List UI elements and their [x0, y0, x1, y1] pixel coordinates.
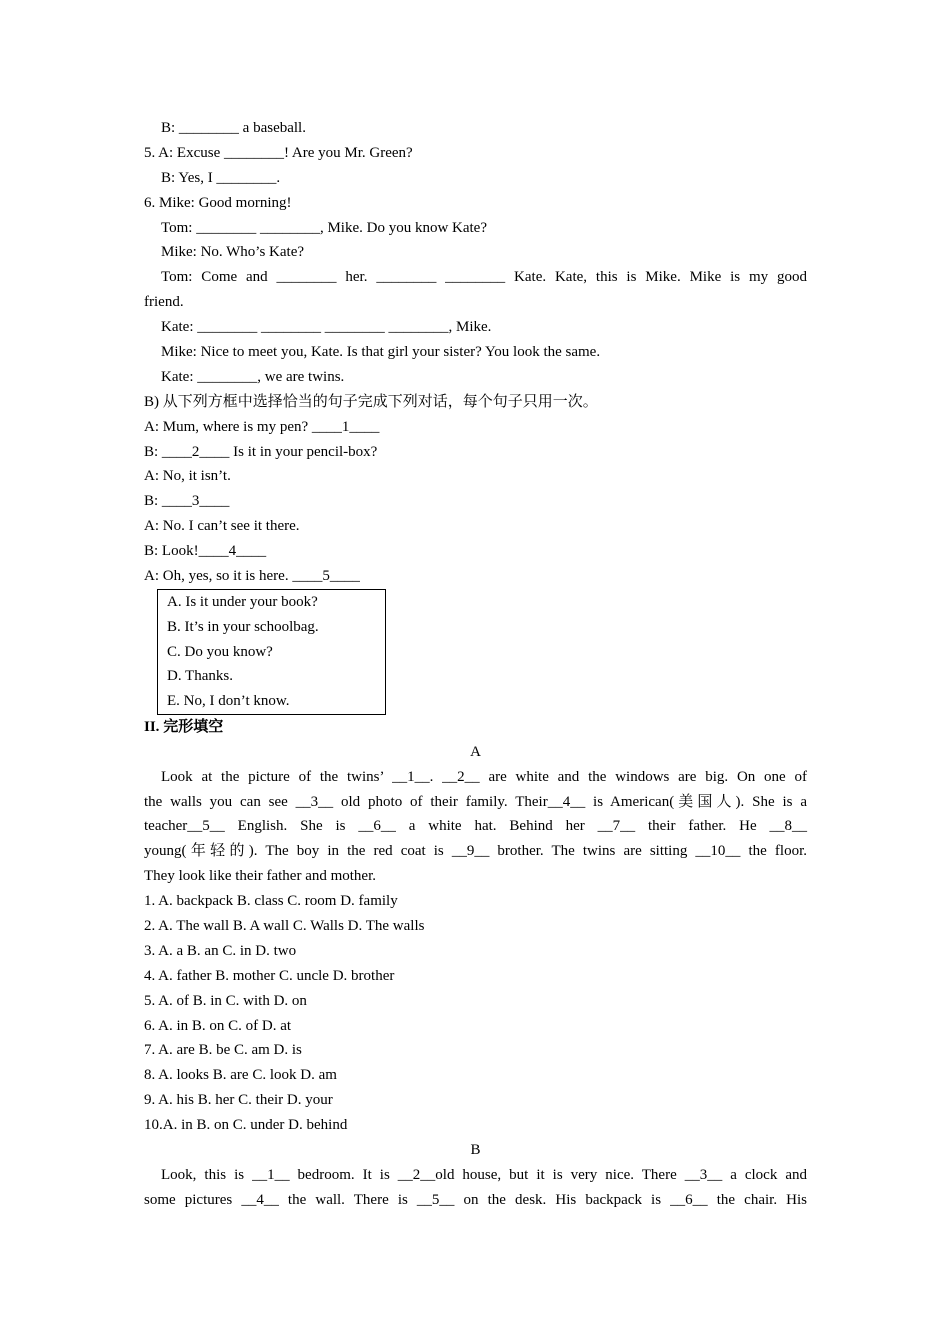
cloze-heading-text: 完形填空: [163, 718, 224, 735]
option-item: D. Thanks.: [167, 668, 233, 685]
dialogue-line: Mike: Nice to meet you, Kate. Is that girl your sister? You look the same.: [161, 344, 601, 361]
passage-b-label: B: [470, 1142, 481, 1159]
dialogue-line: Mike: No. Who’s Kate?: [161, 244, 305, 261]
passage-a-line: the walls you can see __3__ old photo of their family. Their__4__ is American(美国人). She is a: [144, 793, 807, 810]
worksheet-content: [144, 116, 807, 1213]
passage-a-line: They look like their father and mother.: [144, 868, 377, 885]
dialogue-line: Kate: ________, we are twins.: [161, 368, 345, 385]
dialogue-line: B: Yes, I ________.: [161, 169, 281, 186]
choice-line: 1. A. backpack B. class C. room D. family: [144, 893, 398, 910]
dialogue-line: Tom: ________ ________, Mike. Do you know Kate?: [161, 219, 488, 236]
choice-line: 7. A. are B. be C. am D. is: [144, 1042, 302, 1059]
section-b-line: A: No, it isn’t.: [144, 468, 231, 485]
cloze-heading: [144, 715, 807, 740]
choice-line: 4. A. father B. mother C. uncle D. brother: [144, 967, 395, 984]
section-b-line: B: ____2____ Is it in your pencil-box?: [144, 443, 378, 460]
options-box: [157, 589, 386, 715]
passage-a-label: A: [470, 743, 481, 760]
dialogue-line: 5. A: Excuse ________! Are you Mr. Green?: [144, 144, 413, 161]
passage-b-line: some pictures __4__ the wall. There is __5__ on the desk. His backpack is __6__ the chair. His: [144, 1191, 807, 1208]
option-item: E. No, I don’t know.: [167, 693, 290, 710]
section-b-line: B: ____3____: [144, 493, 230, 510]
passage-a-line: teacher__5__ English. She is __6__ a white hat. Behind her __7__ their father. He __8__: [144, 818, 807, 835]
dialogue-line: Kate: ________ ________ ________ ________, Mike.: [161, 319, 492, 336]
section-b-line: A: No. I can’t see it there.: [144, 518, 300, 535]
dialogue-line: Tom: Come and ________ her. ________ ________ Kate. Kate, this is Mike. Mike is my good: [161, 269, 807, 286]
option-item: C. Do you know?: [167, 643, 273, 660]
option-item: B. It’s in your schoolbag.: [167, 618, 319, 635]
choice-line: 10.A. in B. on C. under D. behind: [144, 1117, 348, 1134]
section-b-instruction: B) 从下列方框中选择恰当的句子完成下列对话，每个句子只用一次。: [144, 393, 598, 410]
dialogue-line: 6. Mike: Good morning!: [144, 194, 292, 211]
cloze-heading-number: II.: [144, 718, 160, 735]
choice-line: 9. A. his B. her C. their D. your: [144, 1092, 333, 1109]
section-b-line: A: Mum, where is my pen? ____1____: [144, 418, 380, 435]
choice-line: 3. A. a B. an C. in D. two: [144, 942, 297, 959]
passage-b-line: Look, this is __1__ bedroom. It is __2__old house, but it is very nice. There __3__ a clock and: [161, 1166, 807, 1183]
passage-a-line: young(年轻的). The boy in the red coat is __9__ brother. The twins are sitting __10__ the floor.: [144, 843, 807, 860]
passage-a-line: Look at the picture of the twins’ __1__. __2__ are white and the windows are big. On one of: [161, 768, 807, 785]
choice-line: 2. A. The wall B. A wall C. Walls D. The walls: [144, 918, 425, 935]
option-item: A. Is it under your book?: [167, 593, 318, 610]
choice-line: 5. A. of B. in C. with D. on: [144, 992, 307, 1009]
section-b-line: B: Look!____4____: [144, 543, 267, 560]
dialogue-line: B: ________ a baseball.: [161, 120, 306, 136]
section-b-line: A: Oh, yes, so it is here. ____5____: [144, 568, 360, 585]
choice-line: 6. A. in B. on C. of D. at: [144, 1017, 292, 1034]
choice-line: 8. A. looks B. are C. look D. am: [144, 1067, 337, 1084]
dialogue-line: friend.: [144, 294, 184, 311]
